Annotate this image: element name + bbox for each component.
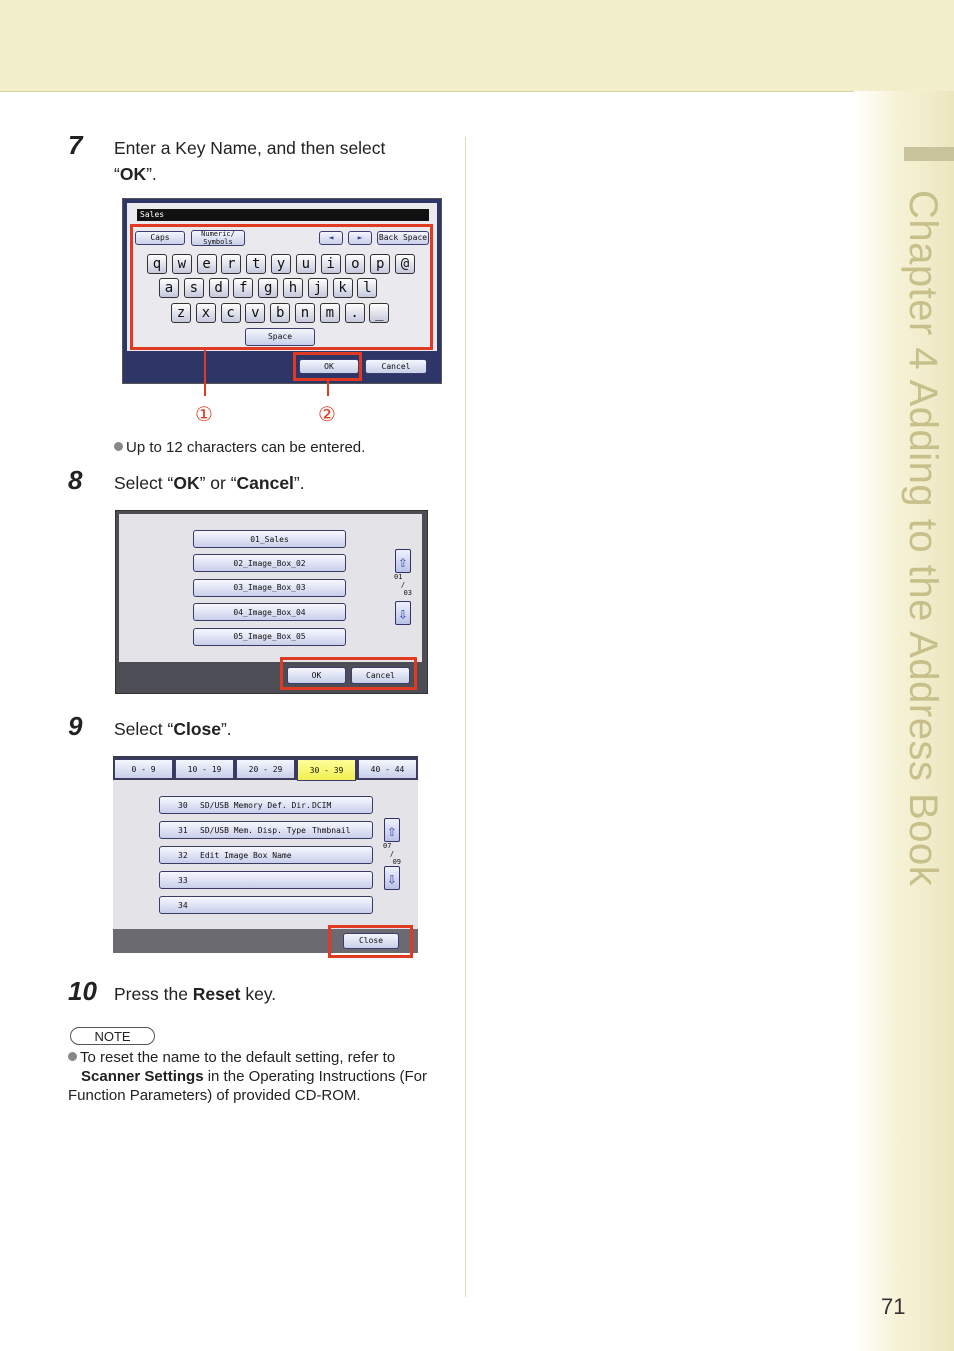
page-sep: /: [400, 581, 406, 589]
page-total: 03: [403, 589, 412, 597]
step-8-text: [114, 470, 305, 496]
cancel-button[interactable]: Cancel: [351, 667, 410, 684]
quote: “: [114, 164, 120, 184]
step-10-text: [114, 981, 276, 1007]
page-indicator: [383, 842, 401, 866]
key-button[interactable]: p: [370, 254, 390, 274]
key-button[interactable]: g: [258, 278, 278, 298]
key-button[interactable]: h: [283, 278, 303, 298]
key-button[interactable]: j: [308, 278, 328, 298]
step-9-text: [114, 716, 232, 742]
quote: ”.: [146, 164, 157, 184]
space-button[interactable]: Space: [245, 328, 315, 346]
callout-1: ①: [195, 404, 213, 426]
close-button[interactable]: Close: [343, 933, 399, 949]
row-number: 32: [178, 850, 188, 860]
backspace-button[interactable]: Back Space: [377, 231, 429, 245]
note-text: To reset the name to the default setting, refer to: [80, 1049, 396, 1066]
key-button[interactable]: @: [395, 254, 415, 274]
key-button[interactable]: i: [321, 254, 341, 274]
text: ” or “: [199, 473, 237, 493]
caps-button[interactable]: Caps: [135, 231, 185, 245]
key-button[interactable]: a: [159, 278, 179, 298]
text: Select “: [114, 719, 174, 739]
scroll-down-button[interactable]: ⇩: [384, 866, 400, 890]
chapter-title: Chapter 4 Adding to the Address Book: [901, 190, 945, 887]
row-label: SD/USB Memory Def. Dir.: [200, 800, 311, 810]
scroll-down-button[interactable]: ⇩: [395, 601, 411, 625]
key-button[interactable]: u: [296, 254, 316, 274]
step-number: 8: [68, 465, 83, 495]
step-7-instruction: Enter a Key Name, and then select: [114, 138, 386, 158]
key-button[interactable]: e: [197, 254, 217, 274]
note-text: Up to 12 characters can be entered.: [126, 439, 366, 456]
step-7-text: [114, 135, 454, 187]
text: Select “: [114, 473, 174, 493]
callout-line-2: [327, 381, 329, 396]
key-button[interactable]: _: [369, 303, 389, 323]
key-button[interactable]: .: [345, 303, 365, 323]
key-button[interactable]: w: [172, 254, 192, 274]
text: ”.: [220, 719, 232, 739]
key-button[interactable]: c: [221, 303, 241, 323]
key-button[interactable]: t: [246, 254, 266, 274]
ok-button[interactable]: OK: [299, 359, 359, 374]
list-item[interactable]: 03_Image_Box_03: [193, 579, 346, 597]
tab[interactable]: 30 - 39: [297, 759, 356, 781]
key-button[interactable]: q: [147, 254, 167, 274]
chapter-tab-marker: [904, 147, 954, 161]
scroll-up-button[interactable]: ⇧: [395, 549, 411, 573]
callout-line-1: [204, 350, 206, 396]
key-button[interactable]: x: [196, 303, 216, 323]
settings-row[interactable]: [159, 846, 373, 864]
keyboard-highlight: [130, 224, 433, 350]
text: Press the: [114, 984, 193, 1004]
bold-close: Close: [173, 719, 221, 739]
key-button[interactable]: s: [184, 278, 204, 298]
header-band: [0, 0, 954, 92]
left-arrow-button[interactable]: ◄: [319, 231, 343, 245]
page-number: 71: [881, 1294, 906, 1319]
right-arrow-button[interactable]: ►: [348, 231, 372, 245]
tab[interactable]: 0 - 9: [114, 759, 173, 779]
note-body: [68, 1048, 448, 1105]
tab[interactable]: 20 - 29: [236, 759, 295, 779]
row-label: Edit Image Box Name: [200, 850, 292, 860]
bullet-dot: [114, 442, 123, 451]
cancel-button[interactable]: Cancel: [365, 359, 427, 374]
key-button[interactable]: b: [270, 303, 290, 323]
step-number: 7: [68, 130, 83, 160]
bold-cancel: Cancel: [236, 473, 294, 493]
page-sep: /: [389, 850, 395, 858]
step-number: 10: [68, 976, 97, 1006]
key-button[interactable]: y: [271, 254, 291, 274]
page-total: 09: [392, 858, 401, 866]
step-7-note: [114, 438, 365, 457]
row-value: DCIM: [312, 800, 332, 810]
key-button[interactable]: d: [209, 278, 229, 298]
step-7-bold: OK: [119, 164, 147, 184]
settings-row[interactable]: [159, 821, 373, 839]
scroll-up-button[interactable]: ⇧: [384, 818, 400, 842]
key-button[interactable]: f: [233, 278, 253, 298]
column-divider: [465, 137, 466, 1297]
page-current: 01: [394, 573, 403, 581]
row-number: 34: [178, 900, 188, 910]
row-label: SD/USB Mem. Disp. Type: [200, 825, 306, 835]
settings-row[interactable]: [159, 796, 373, 814]
key-button[interactable]: z: [171, 303, 191, 323]
ok-button[interactable]: OK: [287, 667, 346, 684]
page-indicator: [394, 573, 412, 597]
list-item[interactable]: 02_Image_Box_02: [193, 554, 346, 572]
key-button[interactable]: n: [295, 303, 315, 323]
key-button[interactable]: l: [357, 278, 377, 298]
settings-row[interactable]: [159, 896, 373, 914]
key-button[interactable]: k: [333, 278, 353, 298]
list-item[interactable]: 04_Image_Box_04: [193, 603, 346, 621]
note-text-post: in the Operating Instructions (For Function Parameters) of provided CD-ROM.: [68, 1068, 427, 1104]
note-bold: Scanner Settings: [81, 1068, 204, 1085]
key-button[interactable]: v: [245, 303, 265, 323]
row-value: Thmbnail: [312, 825, 351, 835]
key-button[interactable]: m: [320, 303, 340, 323]
settings-screen: [113, 756, 418, 953]
tab[interactable]: 10 - 19: [175, 759, 234, 779]
ok-highlight: [293, 352, 362, 381]
key-button[interactable]: r: [221, 254, 241, 274]
ok-cancel-highlight: [280, 657, 417, 690]
note-badge: NOTE: [70, 1027, 155, 1045]
step-number: 9: [68, 711, 83, 741]
row-number: 31: [178, 825, 188, 835]
key-name-input[interactable]: Sales: [137, 209, 429, 221]
tab[interactable]: 40 - 44: [358, 759, 417, 779]
list-item[interactable]: 05_Image_Box_05: [193, 628, 346, 646]
text: ”.: [293, 473, 305, 493]
callout-2: ②: [318, 404, 336, 426]
settings-row[interactable]: [159, 871, 373, 889]
key-button[interactable]: o: [345, 254, 365, 274]
page-current: 07: [383, 842, 392, 850]
list-item[interactable]: 01_Sales: [193, 530, 346, 548]
numeric-symbols-button[interactable]: Numeric/ Symbols: [191, 230, 245, 246]
text: key.: [240, 984, 277, 1004]
row-number: 30: [178, 800, 188, 810]
bold-reset: Reset: [192, 984, 241, 1004]
bullet-dot: [68, 1052, 77, 1061]
bold-ok: OK: [173, 473, 200, 493]
row-number: 33: [178, 875, 188, 885]
close-highlight: [328, 925, 413, 958]
